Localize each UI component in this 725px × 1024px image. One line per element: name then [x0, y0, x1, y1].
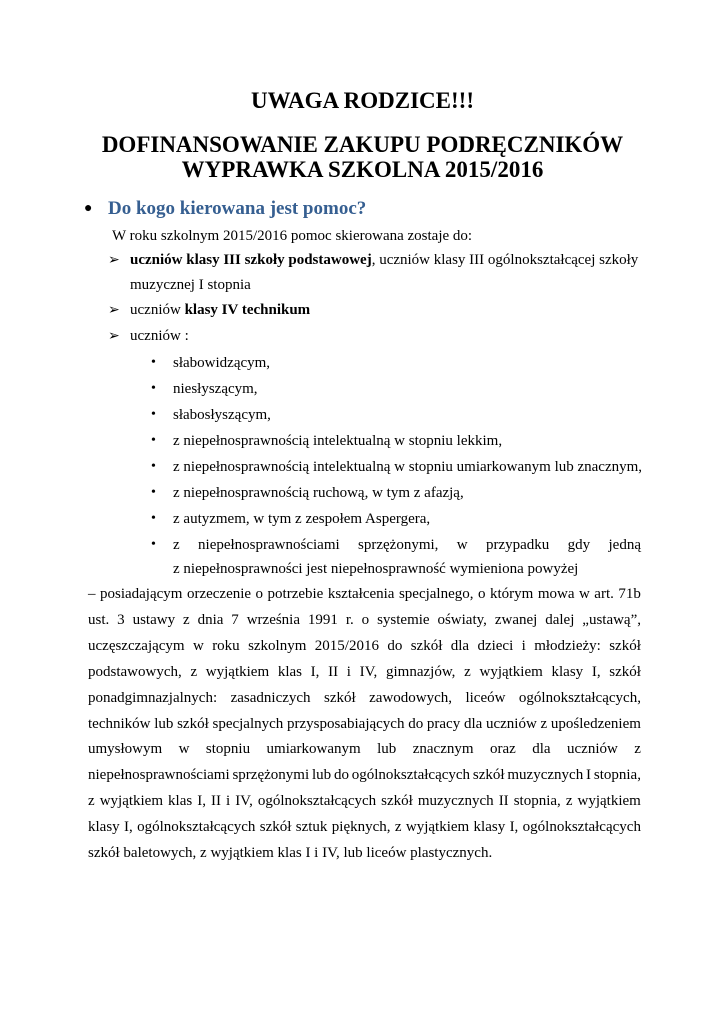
sub-list-item: z niepełnosprawnością intelektualną w stopniu lekkim,: [173, 433, 503, 449]
document-subtitle: [0, 132, 725, 182]
list-item: [130, 302, 310, 319]
arrow-bullet-icon: ➢: [108, 253, 120, 268]
paragraph-line: ust. 3 ustawy z dnia 7 września 1991 r. o systemie oświaty, zwanej dalej „ustawą”,: [88, 612, 641, 628]
bullet-icon: •: [151, 511, 156, 526]
bullet-icon: ●: [84, 201, 93, 216]
arrow-bullet-icon: ➢: [108, 303, 120, 318]
list-item-bold: klasy IV technikum: [184, 302, 311, 318]
subtitle-line-2: WYPRAWKA SZKOLNA 2015/2016: [181, 157, 544, 182]
section-heading-text: Do kogo kierowana jest pomoc?: [108, 198, 367, 219]
paragraph-line: niepełnosprawnościami sprzężonymi lub do ogólnokształcących szkół muzycznych I stopnia,: [88, 767, 641, 783]
paragraph-line: techników lub szkół specjalnych przysposabiających do pracy dla uczniów z upośledzeniem: [88, 716, 641, 732]
paragraph-line: – posiadającym orzeczenie o potrzebie kształcenia specjalnego, o którym mowa w art. 71b: [88, 586, 641, 602]
paragraph-line: umysłowym w stopniu umiarkowanym lub znacznym oraz dla uczniów z: [88, 741, 641, 757]
list-item-continuation: muzycznej I stopnia: [130, 277, 251, 293]
bullet-icon: •: [151, 433, 156, 448]
paragraph-line: szkół baletowych, z wyjątkiem klas I i IV, lub liceów plastycznych.: [88, 845, 493, 861]
sub-list-item-continuation: z niepełnosprawności jest niepełnosprawność wymieniona powyżej: [173, 561, 579, 577]
list-item: [130, 252, 640, 269]
list-item-text: , uczniów klasy III ogólnokształcącej szkoły: [371, 252, 639, 268]
section-heading: [84, 198, 366, 220]
page-title: UWAGA RODZICE!!!: [251, 88, 474, 113]
bullet-icon: •: [151, 355, 156, 370]
arrow-bullet-icon: ➢: [108, 329, 120, 344]
bullet-icon: •: [151, 407, 156, 422]
list-item: uczniów :: [130, 328, 189, 344]
sub-list-item: z niepełnosprawnością intelektualną w stopniu umiarkowanym lub znacznym,: [173, 459, 643, 475]
sub-list-item: słabosłyszącym,: [173, 407, 271, 423]
sub-list-item: słabowidzącym,: [173, 355, 271, 371]
list-item-text: uczniów: [130, 302, 185, 318]
sub-list-item: z niepełnosprawnością ruchową, w tym z afazją,: [173, 485, 464, 501]
paragraph-line: ponadgimnazjalnych: zasadniczych szkół zawodowych, liceów ogólnokształcących,: [88, 690, 641, 706]
paragraph-line: z wyjątkiem klas I, II i IV, ogólnokształcących szkół muzycznych II stopnia, z wyjątkiem: [88, 793, 641, 809]
bullet-icon: •: [151, 381, 156, 396]
intro-text: W roku szkolnym 2015/2016 pomoc skierowana zostaje do:: [112, 228, 473, 244]
paragraph-line: podstawowych, z wyjątkiem klas I, II i IV, gimnazjów, z wyjątkiem klasy I, szkół: [88, 664, 641, 680]
sub-list-item: niesłyszącym,: [173, 381, 258, 397]
sub-list-item: z niepełnosprawnościami sprzężonymi, w przypadku gdy jedną: [173, 537, 641, 553]
bullet-icon: •: [151, 459, 156, 474]
sub-list-item: z autyzmem, w tym z zespołem Aspergera,: [173, 511, 431, 527]
paragraph-line: klasy I, ogólnokształcących szkół sztuk pięknych, z wyjątkiem klasy I, ogólnokształcących: [88, 819, 641, 835]
subtitle-line-1: DOFINANSOWANIE ZAKUPU PODRĘCZNIKÓW: [101, 132, 624, 157]
bullet-icon: •: [151, 537, 156, 552]
paragraph-line: uczęszczającym w roku szkolnym 2015/2016 do szkół dla dzieci i młodzieży: szkół: [88, 638, 641, 654]
bullet-icon: •: [151, 485, 156, 500]
list-item-bold: uczniów klasy III szkoły podstawowej: [130, 252, 372, 268]
